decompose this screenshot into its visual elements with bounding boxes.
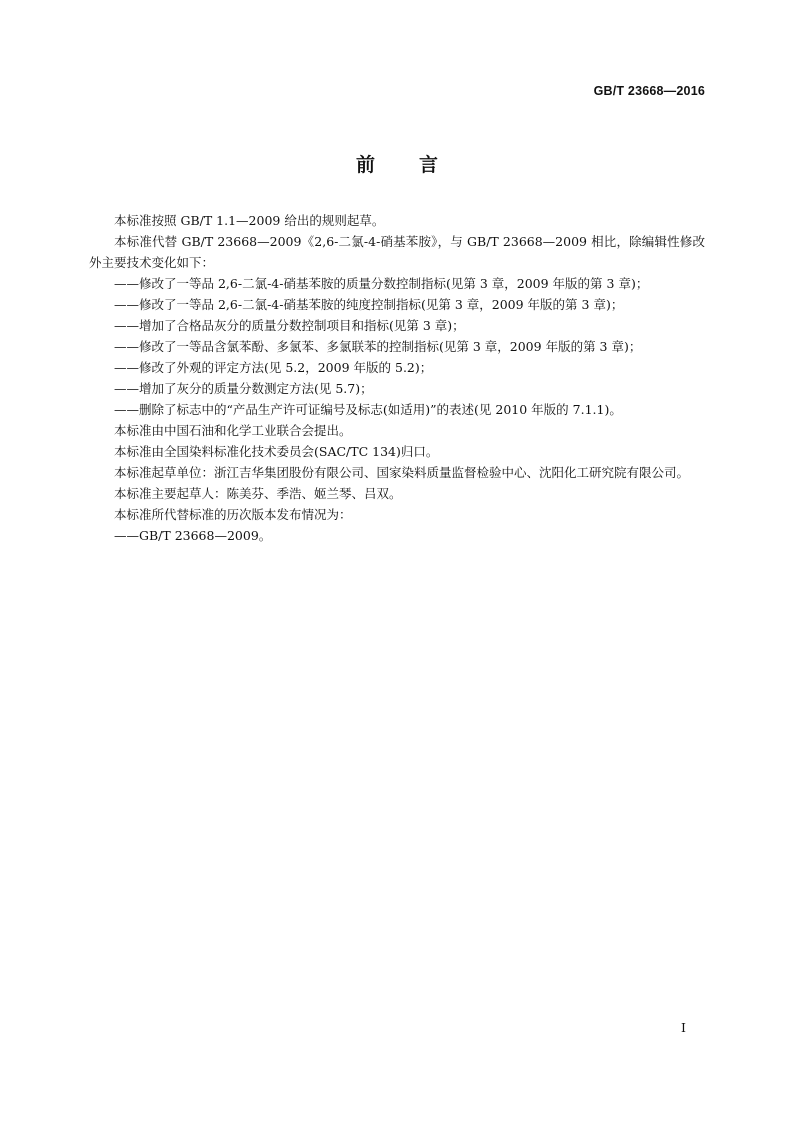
paragraph-history-intro: 本标准所代替标准的历次版本发布情况为：	[114, 507, 352, 522]
foreword-body	[89, 210, 705, 546]
page-number: I	[681, 1020, 686, 1035]
change-item: ——增加了灰分的质量分数测定方法(见 5.7)；	[114, 381, 373, 396]
paragraph-drafting-rules: 本标准按照 GB/T 1.1—2009 给出的规则起草。	[114, 213, 385, 228]
change-item: ——修改了外观的评定方法(见 5.2，2009 年版的 5.2)；	[114, 360, 433, 375]
change-item: ——修改了一等品含氯苯酚、多氯苯、多氯联苯的控制指标(见第 3 章，2009 年版的第 3 章)；	[114, 339, 642, 354]
paragraph-committee: 本标准由全国染料标准化技术委员会(SAC/TC 134)归口。	[114, 444, 439, 459]
page-title: 前言	[355, 154, 482, 176]
history-item: ——GB/T 23668—2009。	[114, 528, 272, 543]
change-item: ——删除了标志中的“产品生产许可证编号及标志(如适用)”的表述(见 2010 年版的 7.1.1)。	[114, 402, 622, 417]
paragraph-drafting-units: 本标准起草单位：浙江吉华集团股份有限公司、国家染料质量监督检验中心、沈阳化工研究院有限公司。	[114, 465, 690, 480]
standard-code: GB/T 23668—2016	[593, 84, 705, 98]
change-item: ——修改了一等品 2,6-二氯-4-硝基苯胺的纯度控制指标(见第 3 章，2009 年版的第 3 章)；	[114, 297, 624, 312]
paragraph-drafters: 本标准主要起草人：陈美芬、季浩、姬兰琴、吕双。	[114, 486, 402, 501]
change-item: ——修改了一等品 2,6-二氯-4-硝基苯胺的质量分数控制指标(见第 3 章，2009 年版的第 3 章)；	[114, 276, 649, 291]
change-item: ——增加了合格品灰分的质量分数控制项目和指标(见第 3 章)；	[114, 318, 465, 333]
paragraph-replacement: 本标准代替 GB/T 23668—2009《2,6-二氯-4-硝基苯胺》，与 GB/T 23668—2009 相比，除编辑性修改外主要技术变化如下：	[89, 234, 705, 270]
paragraph-proposer: 本标准由中国石油和化学工业联合会提出。	[114, 423, 352, 438]
